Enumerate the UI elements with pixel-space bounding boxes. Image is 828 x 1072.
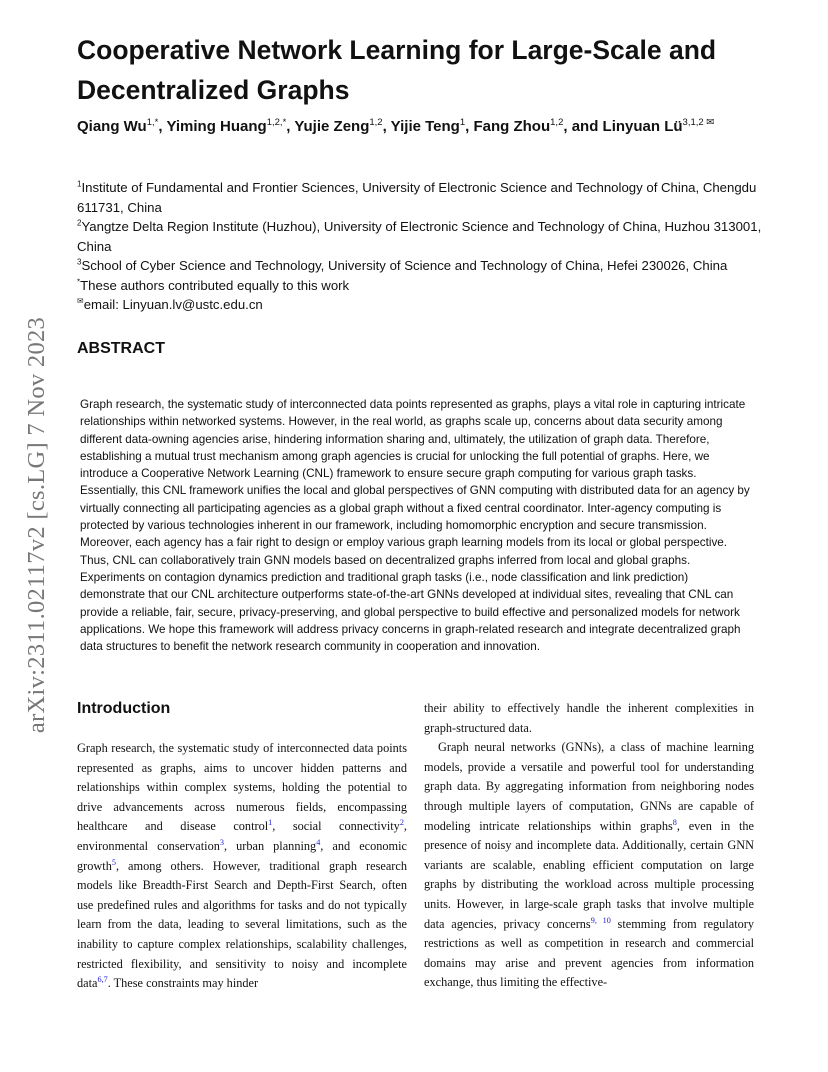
author-name: Yiming Huang bbox=[166, 118, 267, 135]
body-text: , social connectivity bbox=[272, 819, 400, 834]
citation-link[interactable]: 2 bbox=[399, 818, 404, 828]
body-text: , urban planning bbox=[224, 838, 317, 853]
citation-link[interactable]: 9, 10 bbox=[590, 915, 611, 925]
author-affiliation-marker: 1,2 bbox=[550, 117, 564, 128]
citation-link[interactable]: 3 bbox=[219, 837, 224, 847]
intro-paragraph: their ability to effectively handle the inherent complexities in graph-structured data. bbox=[424, 701, 754, 735]
affiliation-text: These authors contributed equally to this work bbox=[80, 277, 350, 293]
affiliation-text: Institute of Fundamental and Frontier Sciences, University of Electronic Science and Technology of China, Chengdu 611731, China bbox=[77, 180, 757, 215]
affiliation-item bbox=[77, 276, 767, 296]
introduction-left-column bbox=[77, 739, 407, 1004]
intro-paragraph bbox=[424, 738, 754, 993]
author-separator: , bbox=[465, 118, 474, 135]
author-name: Fang Zhou bbox=[473, 118, 551, 135]
affiliation-list bbox=[77, 178, 767, 315]
affiliation-item bbox=[77, 217, 767, 256]
author-name: Linyuan Lü bbox=[602, 118, 683, 135]
arxiv-identifier: arXiv:2311.02117v2 [cs.LG] 7 Nov 2023 bbox=[23, 316, 50, 734]
author-list bbox=[77, 117, 767, 136]
affiliation-text: School of Cyber Science and Technology, University of Science and Technology of China, Hefei 230026, China bbox=[81, 258, 728, 273]
abstract-heading: ABSTRACT bbox=[77, 340, 165, 357]
citation-link[interactable]: 6,7 bbox=[97, 975, 108, 985]
author-separator: , and bbox=[563, 118, 603, 135]
affiliation-item bbox=[77, 178, 767, 217]
author-affiliation-marker: 1 bbox=[459, 117, 466, 128]
affiliation-marker: 1 bbox=[77, 179, 82, 189]
body-text: , even in the presence of noisy and incomplete data. Additionally, certain GNN variants are scalable, enabling efficient computation on large graphs by distributing the workload across multiple processing units. However, in large-scale graph tasks that involve multiple data agencies, privacy concerns bbox=[424, 818, 754, 931]
affiliation-marker: * bbox=[77, 277, 81, 287]
body-text: , among others. However, traditional graph research models like Breadth-First Search and Depth-First Search, often use predefined rules and algorithms for tasks and do not typically learn from the data, leading to several limitations, such as the inability to capture complex relationships, scalability challenges, restricted flexibility, and sensitivity to noisy and incomplete data bbox=[77, 858, 407, 991]
body-text: , environmental conservation bbox=[77, 819, 407, 853]
author-affiliation-marker: 3,1,2 ✉ bbox=[682, 117, 715, 128]
affiliation-marker: 3 bbox=[77, 257, 82, 267]
affiliation-marker: 2 bbox=[77, 218, 82, 228]
citation-link[interactable]: 8 bbox=[672, 817, 677, 827]
abstract-text: Graph research, the systematic study of interconnected data points represented as graphs, plays a vital role in capturing intricate relationships within networked systems. However, in the real world, as graphs scale up, concerns about data security among different data-owning agencies arise, hindering information sharing and, ultimately, the utilization of graph data. Therefore, establishing a mutual trust mechanism among graph agencies is crucial for unlocking the full potential of graphs. Here, we introduce a Cooperative Network Learning (CNL) framework to ensure secure graph computing for various graph tasks. Essentially, this CNL framework unifies the local and global perspectives of GNN computing with distributed data for an agency by virtually connecting all participating agencies as a global graph without a fixed central coordinator. Inter-agency computing is protected by various technologies inherent in our framework, including homomorphic encryption and secure transmission. Moreover, each agency has a fair right to design or employ various graph learning models from its local or global perspective. Thus, CNL can collaboratively train GNN models based on decentralized graphs inferred from local and global graphs. Experiments on contagion dynamics prediction and traditional graph tasks (i.e., node classification and link prediction) demonstrate that our CNL architecture outperforms state-of-the-art GNNs developed at individual sites, revealing that CNL can provide a reliable, fair, secure, privacy-preserving, and global perspective to build effective and personalized models for network applications. We hope this framework will address privacy concerns in graph-related research and integrate decentralized graph data structures to benefit the network research community in cooperation and innovation. bbox=[80, 398, 750, 654]
author-name: Yujie Zeng bbox=[294, 118, 370, 135]
introduction-right-column bbox=[424, 699, 754, 999]
affiliation-text: Yangtze Delta Region Institute (Huzhou), University of Electronic Science and Technology of China, Huzhou 313001, China bbox=[77, 219, 762, 254]
affiliation-text: email: Linyuan.lv@ustc.edu.cn bbox=[83, 297, 263, 312]
body-text: Graph neural networks (GNNs), a class of machine learning models, provide a versatile and powerful tool for understanding graph data. By aggregating information from neighboring nodes through multiple layers of computation, GNNs are capable of modeling intricate relationships within graphs bbox=[424, 740, 754, 833]
author-separator: , bbox=[158, 118, 167, 135]
author-name: Yijie Teng bbox=[390, 118, 460, 135]
introduction-heading: Introduction bbox=[77, 700, 171, 717]
intro-paragraph bbox=[77, 739, 407, 994]
arxiv-sidebar-stamp bbox=[19, 290, 55, 760]
author-affiliation-marker: 1,* bbox=[146, 117, 159, 128]
affiliation-item bbox=[77, 295, 767, 315]
body-text: stemming from regulatory restrictions as well as competition in research and commercial domains may arise and prevent agencies from information exchange, thus limiting the effective- bbox=[424, 916, 755, 990]
body-text: . These constraints may hinder bbox=[107, 976, 259, 991]
author-affiliation-marker: 1,2 bbox=[369, 117, 383, 128]
citation-link[interactable]: 1 bbox=[268, 818, 273, 828]
author-separator: , bbox=[382, 118, 391, 135]
author-separator: , bbox=[286, 118, 295, 135]
body-text: , and economic growth bbox=[77, 838, 407, 873]
author-name: Qiang Wu bbox=[77, 118, 147, 135]
paper-title: Cooperative Network Learning for Large-Scale and Decentralized Graphs bbox=[77, 35, 717, 105]
citation-link[interactable]: 5 bbox=[111, 857, 116, 867]
author-affiliation-marker: 1,2,* bbox=[266, 117, 287, 128]
affiliation-item bbox=[77, 256, 767, 276]
body-text: Graph research, the systematic study of interconnected data points represented as graphs, aims to uncover hidden patterns and relationships within complex systems, holding the potential to drive advancements across numerous fields, encompassing healthcare and disease control bbox=[77, 741, 407, 834]
citation-link[interactable]: 4 bbox=[316, 837, 321, 847]
affiliation-marker: ✉ bbox=[77, 296, 84, 306]
